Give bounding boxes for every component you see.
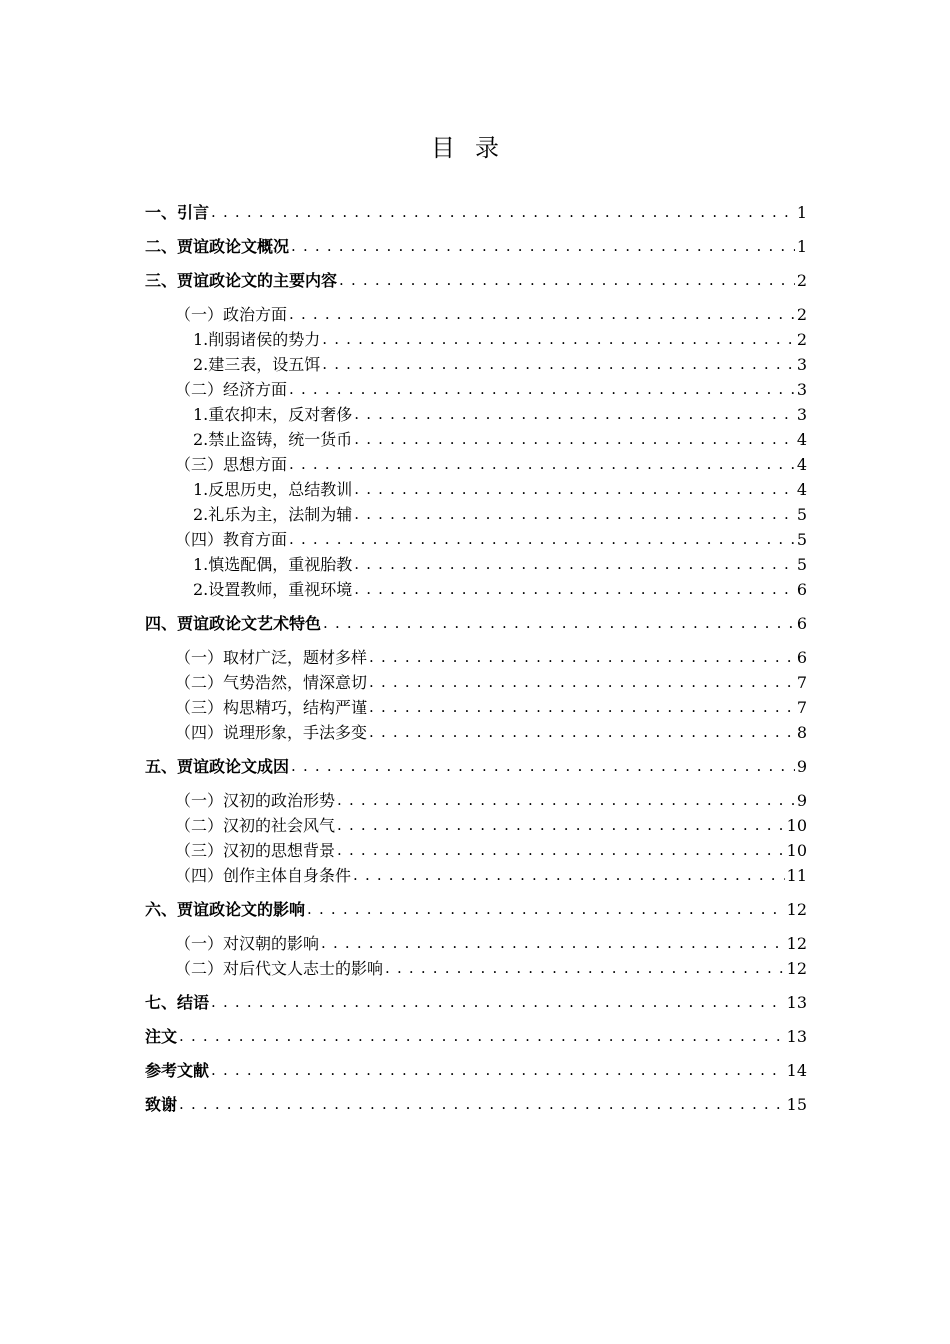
toc-entry-title: 四、贾谊政论文艺术特色 — [145, 614, 322, 633]
toc-entry[interactable] — [145, 452, 807, 477]
toc-entry-page-number: 12 — [786, 959, 807, 978]
toc-entry-title: （二）对后代文人志士的影响 — [175, 959, 384, 978]
toc-entry[interactable] — [145, 268, 807, 293]
toc-entry-title: 2.礼乐为主，法制为辅 — [193, 505, 353, 524]
toc-entry-page-number: 14 — [786, 1061, 807, 1080]
toc-entry-page-number: 4 — [796, 455, 807, 474]
toc-entry-title: （一）对汉朝的影响 — [175, 934, 320, 953]
dot-leader — [339, 268, 795, 293]
toc-entry[interactable] — [145, 577, 807, 602]
dot-leader — [354, 577, 795, 602]
dot-leader — [323, 611, 795, 636]
toc-entry-title: 七、结语 — [145, 993, 210, 1012]
toc-entry-page-number: 9 — [796, 791, 807, 810]
toc-entry[interactable] — [145, 645, 807, 670]
toc-entry[interactable] — [145, 1024, 807, 1049]
toc-entry[interactable] — [145, 754, 807, 779]
dot-leader — [369, 670, 795, 695]
toc-entry-page-number: 4 — [796, 480, 807, 499]
toc-entry-title: 1.慎选配偶，重视胎教 — [193, 555, 353, 574]
toc-entry-page-number: 6 — [796, 580, 807, 599]
toc-entry[interactable] — [145, 200, 807, 225]
toc-entry-page-number: 12 — [786, 900, 807, 919]
toc-entry-title: （一）政治方面 — [175, 305, 288, 324]
toc-entry-page-number: 3 — [796, 355, 807, 374]
dot-leader — [337, 838, 785, 863]
toc-entry-title: （三）思想方面 — [175, 455, 288, 474]
toc-entry-title: （四）说理形象，手法多变 — [175, 723, 368, 742]
dot-leader — [354, 427, 795, 452]
toc-entry-page-number: 8 — [796, 723, 807, 742]
toc-entry[interactable] — [145, 477, 807, 502]
toc-entry-page-number: 9 — [796, 757, 807, 776]
toc-entry-title: 三、贾谊政论文的主要内容 — [145, 271, 338, 290]
toc-entry-title: （二）气势浩然，情深意切 — [175, 673, 368, 692]
toc-entry[interactable] — [145, 788, 807, 813]
dot-leader — [354, 552, 795, 577]
toc-entry[interactable] — [145, 990, 807, 1015]
toc-entry[interactable] — [145, 327, 807, 352]
toc-entry[interactable] — [145, 838, 807, 863]
dot-leader — [211, 200, 795, 225]
toc-entry-page-number: 11 — [786, 866, 807, 885]
toc-entry-title: （一）取材广泛，题材多样 — [175, 648, 368, 667]
toc-entry[interactable] — [145, 670, 807, 695]
toc-entry[interactable] — [145, 527, 807, 552]
dot-leader — [354, 402, 795, 427]
dot-leader — [385, 956, 785, 981]
toc-entry[interactable] — [145, 1058, 807, 1083]
toc-entry-page-number: 2 — [796, 271, 807, 290]
dot-leader — [211, 1058, 785, 1083]
toc-entry[interactable] — [145, 502, 807, 527]
toc-entry[interactable] — [145, 1092, 807, 1117]
toc-entry[interactable] — [145, 377, 807, 402]
toc-entry-title: （二）经济方面 — [175, 380, 288, 399]
toc-entry-page-number: 5 — [796, 530, 807, 549]
toc-entry-title: 二、贾谊政论文概况 — [145, 237, 290, 256]
dot-leader — [307, 897, 785, 922]
toc-entry[interactable] — [145, 427, 807, 452]
toc-entry-title: （四）创作主体自身条件 — [175, 866, 352, 885]
toc-entry[interactable] — [145, 611, 807, 636]
dot-leader — [289, 377, 795, 402]
dot-leader — [369, 695, 795, 720]
toc-entry-page-number: 5 — [796, 505, 807, 524]
toc-entry-page-number: 1 — [796, 237, 807, 256]
dot-leader — [291, 754, 795, 779]
toc-entry-title: 1.削弱诸侯的势力 — [193, 330, 321, 349]
toc-entry-page-number: 12 — [786, 934, 807, 953]
toc-entry-page-number: 13 — [786, 993, 807, 1012]
toc-entry-title: 注文 — [145, 1027, 178, 1046]
toc-entry-page-number: 13 — [786, 1027, 807, 1046]
toc-entry[interactable] — [145, 352, 807, 377]
toc-entry-title: 1.重农抑末，反对奢侈 — [193, 405, 353, 424]
toc-entry-page-number: 6 — [796, 648, 807, 667]
toc-entry[interactable] — [145, 863, 807, 888]
toc-entry-title: 参考文献 — [145, 1061, 210, 1080]
toc-entry[interactable] — [145, 302, 807, 327]
toc-entry-title: 2.建三表，设五饵 — [193, 355, 321, 374]
dot-leader — [337, 813, 785, 838]
toc-entry[interactable] — [145, 720, 807, 745]
toc-entry-page-number: 6 — [796, 614, 807, 633]
toc-entry[interactable] — [145, 402, 807, 427]
toc-entry-title: 致谢 — [145, 1095, 178, 1114]
dot-leader — [353, 863, 785, 888]
toc-entry-page-number: 10 — [786, 841, 807, 860]
dot-leader — [211, 990, 785, 1015]
toc-entry-title: （三）汉初的思想背景 — [175, 841, 336, 860]
toc-entry-page-number: 15 — [786, 1095, 807, 1114]
dot-leader — [289, 527, 795, 552]
toc-entry-page-number: 5 — [796, 555, 807, 574]
dot-leader — [179, 1092, 785, 1117]
toc-entry-page-number: 2 — [796, 305, 807, 324]
toc-entry[interactable] — [145, 234, 807, 259]
toc-entry-title: （一）汉初的政治形势 — [175, 791, 336, 810]
dot-leader — [322, 352, 795, 377]
dot-leader — [369, 645, 795, 670]
toc-entry-page-number: 2 — [796, 330, 807, 349]
toc-entry-page-number: 7 — [796, 698, 807, 717]
dot-leader — [322, 327, 795, 352]
toc-entry-title: 1.反思历史，总结教训 — [193, 480, 353, 499]
toc-entry-title: 六、贾谊政论文的影响 — [145, 900, 306, 919]
dot-leader — [179, 1024, 785, 1049]
dot-leader — [337, 788, 795, 813]
toc-entry-title: 五、贾谊政论文成因 — [145, 757, 290, 776]
toc-entry-title: （三）构思精巧，结构严谨 — [175, 698, 368, 717]
toc-entry-page-number: 7 — [796, 673, 807, 692]
toc-entry[interactable] — [145, 956, 807, 981]
toc-entry-page-number: 3 — [796, 380, 807, 399]
dot-leader — [354, 502, 795, 527]
toc-entry-page-number: 3 — [796, 405, 807, 424]
toc-entry-title: 2.禁止盗铸，统一货币 — [193, 430, 353, 449]
toc-entry[interactable] — [145, 897, 807, 922]
table-of-contents — [145, 200, 807, 1117]
toc-entry-page-number: 4 — [796, 430, 807, 449]
toc-entry-title: （二）汉初的社会风气 — [175, 816, 336, 835]
dot-leader — [354, 477, 795, 502]
toc-entry-title: 一、引言 — [145, 203, 210, 222]
toc-entry-page-number: 10 — [786, 816, 807, 835]
toc-entry[interactable] — [145, 695, 807, 720]
toc-entry[interactable] — [145, 931, 807, 956]
toc-entry-title: （四）教育方面 — [175, 530, 288, 549]
dot-leader — [321, 931, 785, 956]
toc-entry[interactable] — [145, 552, 807, 577]
toc-entry[interactable] — [145, 813, 807, 838]
dot-leader — [289, 452, 795, 477]
page-title: 目录 — [431, 134, 519, 162]
dot-leader — [289, 302, 795, 327]
toc-entry-title: 2.设置教师，重视环境 — [193, 580, 353, 599]
dot-leader — [291, 234, 795, 259]
dot-leader — [369, 720, 795, 745]
toc-entry-page-number: 1 — [796, 203, 807, 222]
